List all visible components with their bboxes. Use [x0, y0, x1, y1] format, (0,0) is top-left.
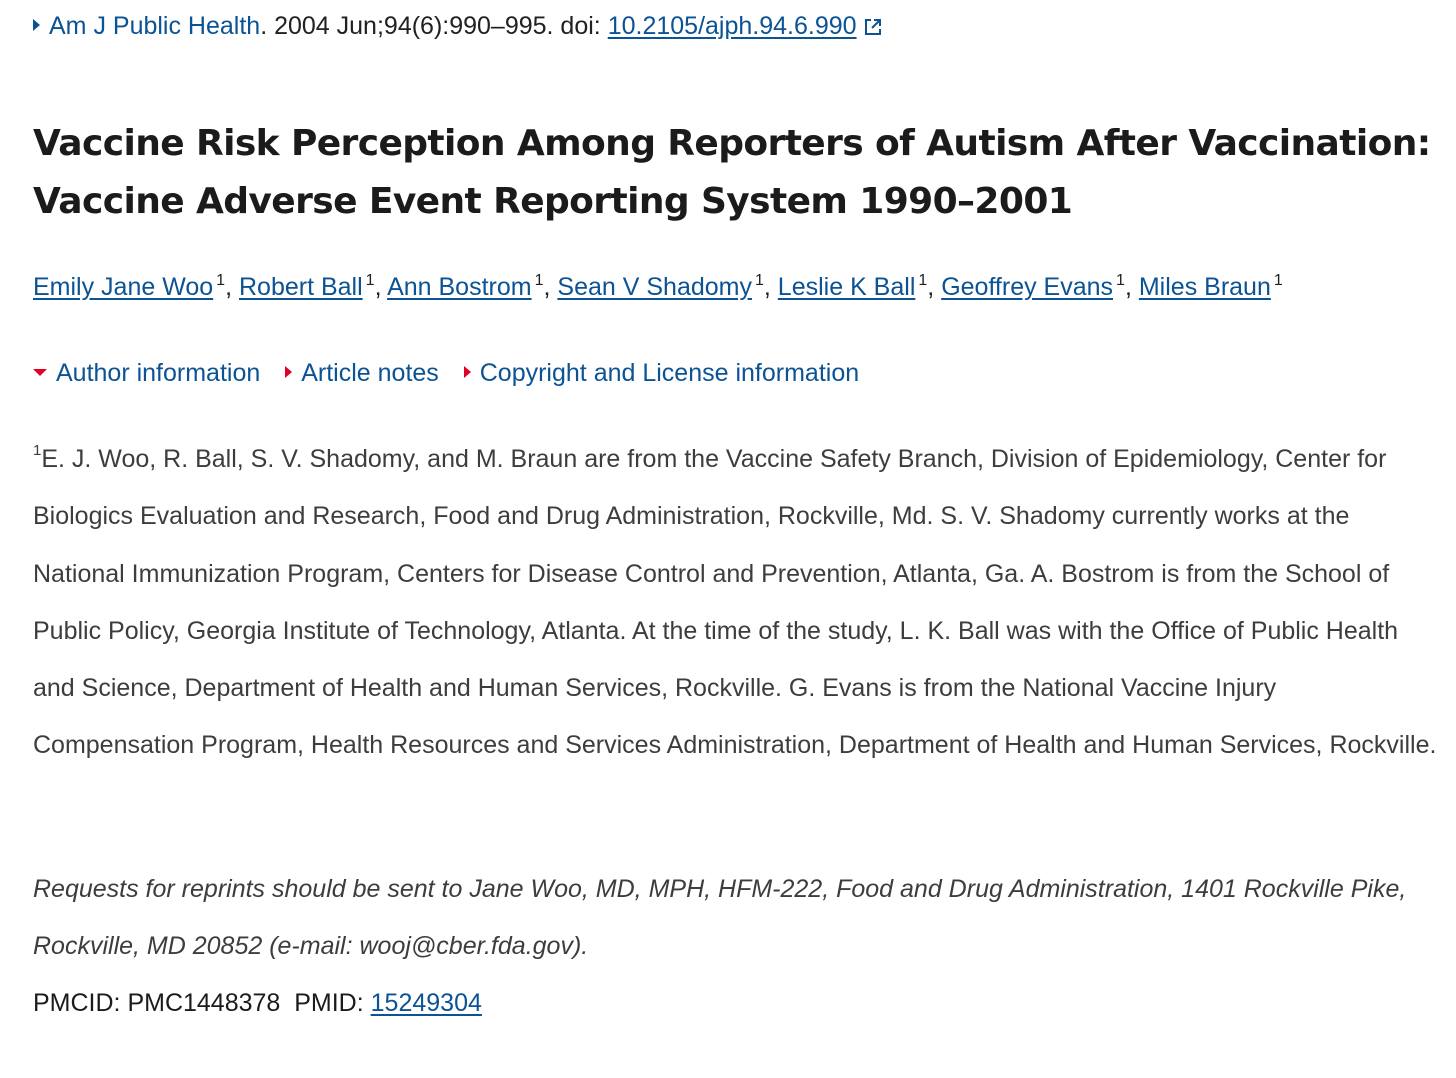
- journal-link[interactable]: [33, 12, 260, 40]
- affiliation-text: E. J. Woo, R. Ball, S. V. Shadomy, and M. Braun are from the Vaccine Safety Branch, Division of Epidemiology, Center for Biologics Evaluation and Research, Food and Drug Administration, Rockville, Md. S. V. Shadomy currently works at the National Immunization Program, Centers for Disease Control and Prevention, Atlanta, Ga. A. Bostrom is from the School of Public Policy, Georgia Institute of Technology, Atlanta. At the time of the study, L. K. Ball was with the Office of Public Health and Science, Department of Health and Human Services, Rockville. G. Evans is from the National Vaccine Injury Compensation Program, Health Resources and Services Administration, Department of Health and Human Services, Rockville.: [33, 445, 1437, 760]
- author-affiliation-sup: 1: [365, 272, 375, 289]
- caret-right-icon: [285, 366, 292, 378]
- author-affiliation-sup: 1: [216, 272, 226, 289]
- doi-link[interactable]: 10.2105/ajph.94.6.990: [607, 12, 857, 40]
- author-affiliation-sup: 1: [918, 272, 928, 289]
- copyright-label: Copyright and License information: [479, 359, 860, 387]
- author-link[interactable]: Miles Braun: [1138, 273, 1271, 301]
- author-affiliation-sup: 1: [534, 272, 544, 289]
- author-list: Emily Jane Woo $^1$, Robert Ball $^1$, Ann Bostrom $^1$, Sean V Shadomy $^1$, Leslie K Ball $^1$, Geoffrey Evans $^1$, Miles Braun $^1$: [33, 272, 1283, 301]
- author-link[interactable]: Geoffrey Evans: [941, 273, 1114, 301]
- pmcid: PMCID: PMC1448378: [33, 989, 281, 1017]
- article-notes-toggle[interactable]: [285, 354, 439, 392]
- accordion-toggles: [33, 354, 877, 392]
- citation-line: [33, 8, 883, 47]
- author-link[interactable]: Robert Ball: [238, 273, 363, 301]
- caret-right-icon: [33, 19, 40, 31]
- author-affiliation-sup: 1: [1273, 272, 1283, 289]
- copyright-toggle[interactable]: [464, 354, 859, 392]
- article-title: Vaccine Risk Perception Among Reporters of Autism After Vaccination: Vaccine Adverse Event Reporting System 1990–2001: [33, 123, 1431, 222]
- author-affiliation-sup: 1: [754, 272, 764, 289]
- author-information-label: Author information: [56, 359, 261, 387]
- author-link[interactable]: Leslie K Ball: [777, 273, 916, 301]
- author-information-toggle[interactable]: [33, 354, 260, 392]
- reprint-request: Requests for reprints should be sent to Jane Woo, MD, MPH, HFM-222, Food and Drug Administration, 1401 Rockville Pike, Rockville, MD 20852 (e-mail: wooj@cber.fda.gov).: [33, 875, 1407, 961]
- article-notes-label: Article notes: [301, 359, 439, 387]
- author-link[interactable]: Emily Jane Woo: [33, 273, 214, 301]
- pmid-link[interactable]: 15249304: [370, 989, 482, 1017]
- affiliation-sup: 1: [33, 442, 42, 459]
- author-link[interactable]: Sean V Shadomy: [557, 273, 752, 301]
- external-link-icon: [863, 11, 883, 47]
- pmid-label: PMID:: [294, 989, 371, 1017]
- caret-down-icon: [33, 369, 47, 376]
- article-identifiers: [33, 984, 482, 1022]
- author-affiliations: [33, 431, 1443, 775]
- journal-name: Am J Public Health: [49, 12, 261, 40]
- caret-right-icon: [464, 366, 471, 378]
- author-affiliation-sup: 1: [1116, 272, 1125, 289]
- author-link[interactable]: Ann Bostrom: [387, 273, 532, 301]
- citation-details: . 2004 Jun;94(6):990–995. doi:: [260, 12, 608, 40]
